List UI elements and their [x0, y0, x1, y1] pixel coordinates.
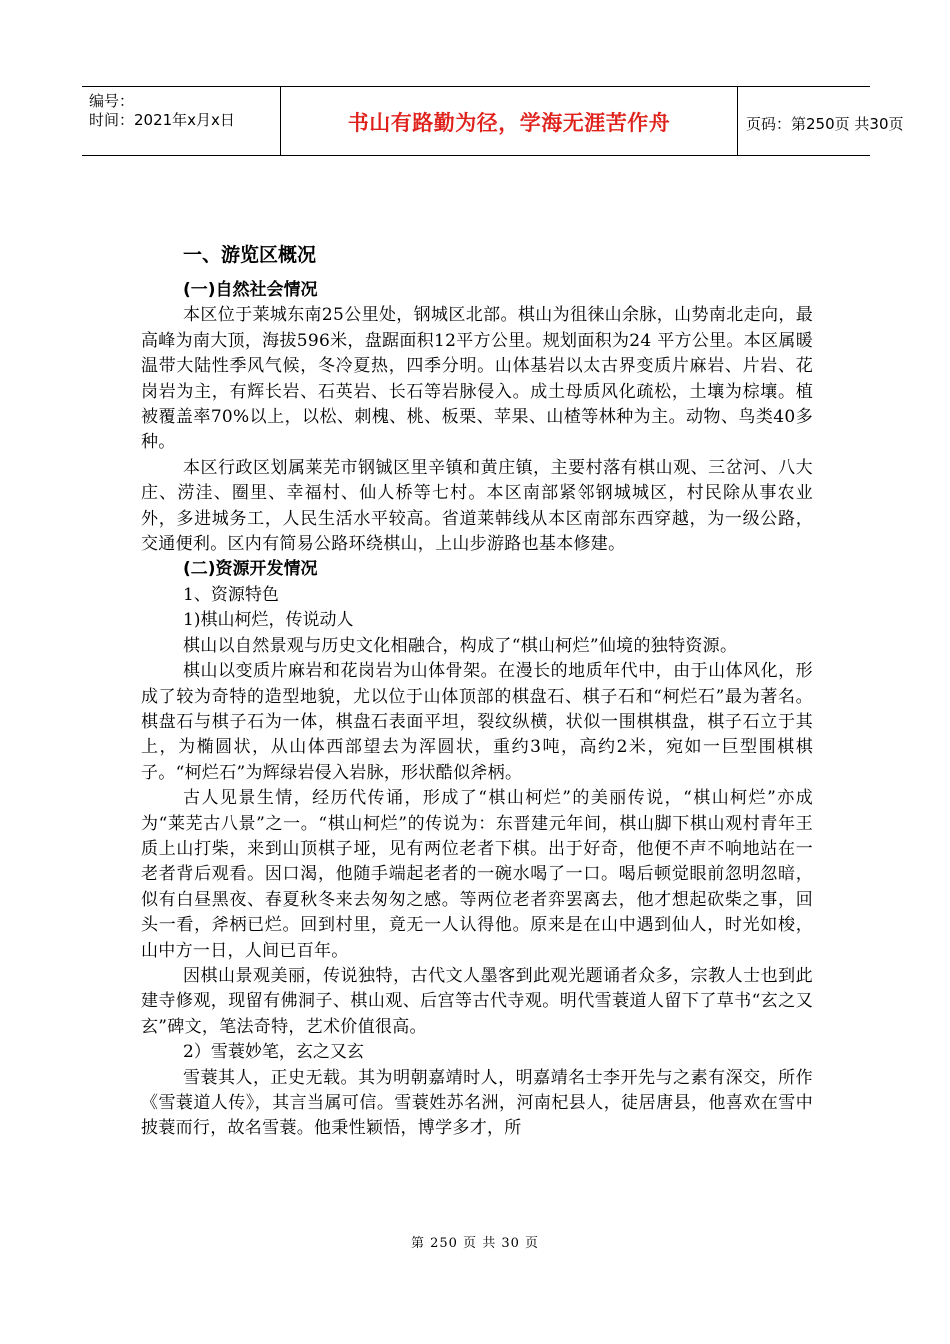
list-heading: 2）雪蓑妙笔，玄之又玄	[183, 1042, 364, 1063]
document-number-label: 编号：	[89, 92, 135, 110]
header-info-cell	[82, 87, 280, 155]
header-page-cell	[737, 87, 904, 155]
header-motto: 书山有路勤为径，学海无涯苦作舟	[347, 111, 671, 135]
page-footer: 第 250 页 共 30 页	[410, 1236, 540, 1251]
paragraph: 本区位于莱城东南25公里处，钢城区北部。棋山为徂徕山余脉，山势南北走向，最高峰为南大顶，海拔596米，盘踞面积12平方公里。规划面积为24 平方公里。本区属暖温带大陆性季风气候，冬冷夏热，四季分明。山体基岩以太古界变质片麻岩、片岩、花岗岩为主，有辉长岩、石英岩、长石等岩脉侵入。成土母质风化疏松，土壤为棕壤。植被覆盖率70%以上，以松、刺槐、桃、板栗、苹果、山楂等林种为主。动物、鸟类40多种。	[141, 305, 813, 453]
subsection-heading-resources: (二)资源开发情况	[183, 559, 318, 580]
list-heading: 1、资源特色	[183, 584, 279, 605]
section-heading: 一、游览区概况	[183, 244, 317, 266]
paragraph: 本区行政区划属莱芜市钢铖区里辛镇和黄庄镇，主要村落有棋山观、三岔河、八大庄、涝洼、圈里、幸福村、仙人桥等七村。本区南部紧邻钢城城区，村民除从事农业外，多进城务工，人民生活水平较高。省道莱韩线从本区南部东西穿越，为一级公路，交通便利。区内有简易公路环绕棋山，上山步游路也基本修建。	[141, 457, 813, 555]
header-page-label: 页码：第250页 共30页	[746, 115, 904, 133]
document-body	[141, 240, 813, 1142]
paragraph: 雪蓑其人，正史无载。其为明朝嘉靖时人，明嘉靖名士李开先与之素有深交，所作《雪蓑道人传》，其言当属可信。雪蓑姓苏名洲，河南杞县人，徒居唐县，他喜欢在雪中披蓑而行，故名雪蓑。他秉性颖悟，博学多才，所	[141, 1067, 813, 1139]
subsection-heading-natural: (一)自然社会情况	[183, 280, 318, 300]
document-header	[82, 86, 904, 156]
header-motto-cell	[280, 87, 738, 155]
paragraph: 因棋山景观美丽，传说独特，古代文人墨客到此观光题诵者众多，宗教人士也到此建寺修观，现留有佛洞子、棋山观、后宫等古代寺观。明代雪蓑道人留下了草书“玄之又玄”碑文，笔法奇特，艺术价值很高。	[141, 965, 813, 1037]
paragraph: 古人见景生情，经历代传诵，形成了“棋山柯烂”的美丽传说，“棋山柯烂”亦成为“莱芜古八景”之一。“棋山柯烂”的传说为：东晋建元年间，棋山脚下棋山观村青年王质上山打柴，来到山顶棋子垭，见有两位老者下棋。出于好奇，他便不声不响地站在一老者背后观看。因口渴，他随手端起老者的一碗水喝了一口。喝后顿觉眼前忽明忽暗，似有白昼黑夜、春夏秋冬来去匆匆之感。等两位老者弈罢离去，他才想起砍柴之事，回头一看，斧柄已烂。回到村里，竟无一人认得他。原来是在山中遇到仙人，时光如梭，山中方一日，人间已百年。	[141, 788, 813, 961]
paragraph: 棋山以自然景观与历史文化相融合，构成了“棋山柯烂”仙境的独特资源。	[183, 635, 738, 656]
document-time-label: 时间：2021年x月x日	[89, 111, 235, 129]
list-heading: 1)棋山柯烂，传说动人	[183, 610, 354, 631]
paragraph: 棋山以变质片麻岩和花岗岩为山体骨架。在漫长的地质年代中，由于山体风化，形成了较为奇特的造型地貌，尤以位于山体顶部的棋盘石、棋子石和“柯烂石”最为著名。棋盘石与棋子石为一体，棋盘石表面平坦，裂纹纵横，状似一围棋棋盘，棋子石立于其上，为椭圆状，从山体西部望去为浑圆状，重约3吨，高约2米，宛如一巨型围棋棋子。“柯烂石”为辉绿岩侵入岩脉，形状酷似斧柄。	[141, 661, 813, 783]
